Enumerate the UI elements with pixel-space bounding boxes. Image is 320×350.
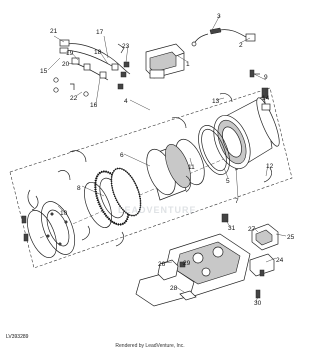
- callout-label: 14: [262, 95, 270, 102]
- callout-label: 3: [217, 13, 221, 20]
- control-module-bracket: [250, 224, 278, 298]
- callout-label: 27: [248, 226, 256, 233]
- callout-label: 21: [50, 28, 58, 35]
- callout-label: 25: [287, 234, 295, 241]
- callout-label: 6: [120, 152, 124, 159]
- callout-label: 16: [90, 102, 98, 109]
- callout-label: 2: [239, 42, 243, 49]
- callout-label: 5: [226, 178, 230, 185]
- callout-label: 11: [188, 164, 195, 171]
- callout-label: 20: [62, 61, 70, 68]
- callout-label: 13: [212, 98, 220, 105]
- wiring-harness-assembly: [54, 40, 130, 96]
- callout-label: 24: [276, 257, 284, 264]
- callout-label: 18: [94, 49, 102, 56]
- callout-label: 7: [235, 198, 239, 205]
- callout-label: 30: [254, 300, 262, 307]
- render-credit: Rendered by LeadVenture, Inc.: [115, 343, 185, 349]
- gear-ring: [79, 164, 147, 231]
- callout-label: 26: [158, 261, 166, 268]
- callout-label: 28: [170, 285, 178, 292]
- callout-label: 15: [40, 68, 48, 75]
- front-flange: [22, 197, 82, 262]
- callout-label: 8: [77, 185, 81, 192]
- watermark: LEADVENTURE: [118, 205, 197, 215]
- upper-connector-housing: [146, 44, 184, 78]
- callout-label: 12: [266, 163, 274, 170]
- callout-label: 10: [60, 210, 68, 217]
- figure-code: LV393289: [6, 334, 29, 340]
- lower-block-assembly: [136, 234, 250, 306]
- callout-label: 4: [124, 98, 128, 105]
- callout-label: 22: [70, 95, 78, 102]
- callout-label: 19: [66, 50, 74, 57]
- sensor-cable-assembly: [192, 28, 255, 46]
- callout-label: 9: [264, 74, 268, 81]
- callout-label: 29: [183, 260, 191, 267]
- callout-label: 23: [122, 43, 130, 50]
- callout-label: 31: [228, 225, 236, 232]
- callout-label: 1: [186, 61, 190, 68]
- callout-label: 17: [96, 29, 104, 36]
